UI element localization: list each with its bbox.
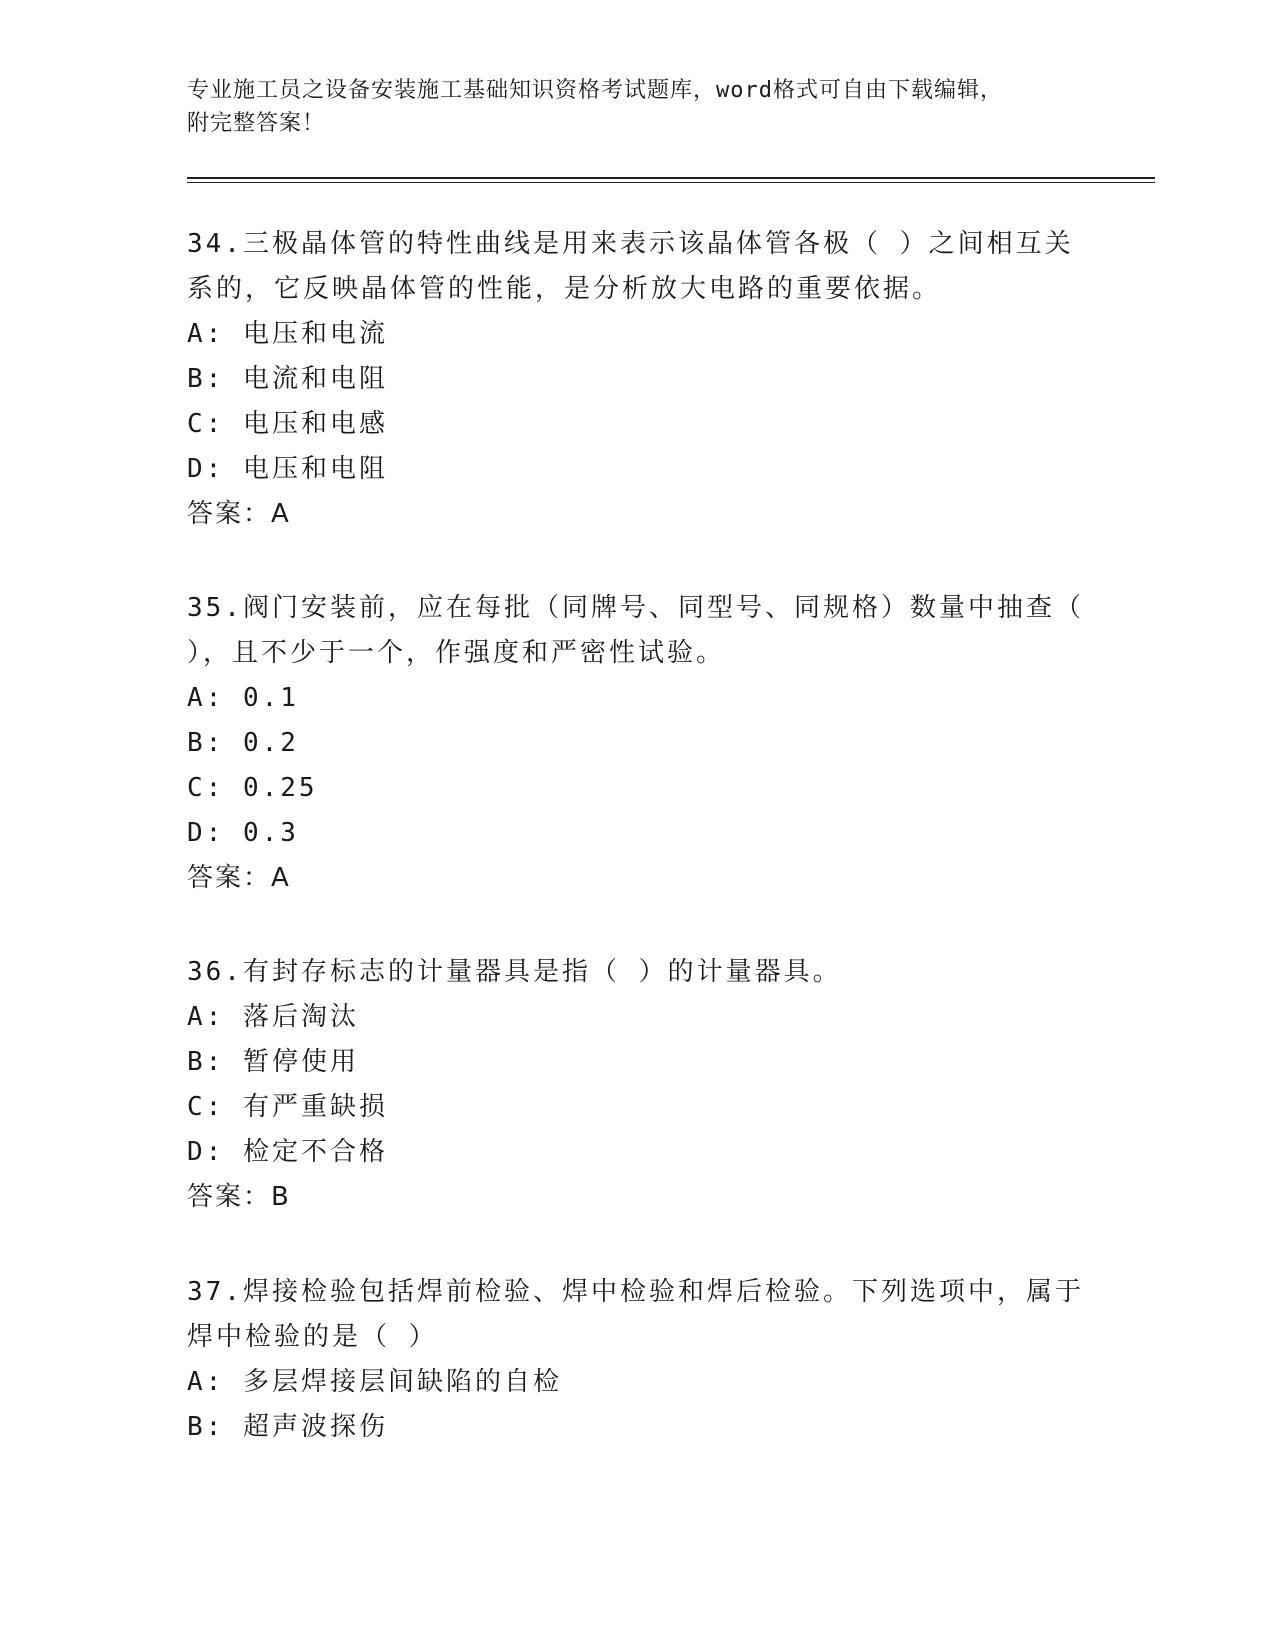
question-stem bbox=[187, 222, 1087, 312]
header-divider-thick bbox=[187, 177, 1155, 179]
option-b: B: 电流和电阻 bbox=[187, 364, 388, 394]
stem-line: 37.焊接检验包括焊前检验、焊中检验和焊后检验。下列选项中，属于 bbox=[187, 1277, 1084, 1307]
question-35 bbox=[187, 586, 1087, 901]
question-36 bbox=[187, 950, 1087, 1220]
stem-line: 34.三极晶体管的特性曲线是用来表示该晶体管各极（ ）之间相互关 bbox=[187, 229, 1074, 259]
stem-line: ），且不少于一个，作强度和严密性试验。 bbox=[187, 638, 726, 668]
option-c: C: 电压和电感 bbox=[187, 409, 388, 439]
answer: 答案：B bbox=[187, 1182, 291, 1212]
header-line-1: 专业施工员之设备安装施工基础知识资格考试题库，word格式可自由下载编辑， bbox=[187, 78, 1003, 103]
question-37 bbox=[187, 1270, 1087, 1450]
option-c: C: 0.25 bbox=[187, 773, 318, 803]
option-d: D: 检定不合格 bbox=[187, 1137, 388, 1167]
option-c: C: 有严重缺损 bbox=[187, 1092, 388, 1122]
option-d: D: 0.3 bbox=[187, 818, 299, 848]
option-a: A: 电压和电流 bbox=[187, 319, 388, 349]
question-stem bbox=[187, 586, 1087, 676]
header-line-2: 附完整答案！ bbox=[187, 111, 326, 136]
option-b: B: 超声波探伤 bbox=[187, 1412, 388, 1442]
header-divider-thin bbox=[187, 182, 1155, 183]
document-header bbox=[187, 74, 1087, 140]
option-b: B: 0.2 bbox=[187, 728, 299, 758]
option-d: D: 电压和电阻 bbox=[187, 454, 388, 484]
stem-line: 焊中检验的是（ ） bbox=[187, 1322, 438, 1352]
stem-line: 35.阀门安装前，应在每批（同牌号、同型号、同规格）数量中抽查（ bbox=[187, 593, 1084, 623]
answer: 答案：A bbox=[187, 499, 291, 529]
question-stem bbox=[187, 950, 1087, 995]
stem-line: 36.有封存标志的计量器具是指（ ）的计量器具。 bbox=[187, 957, 842, 987]
answer: 答案：A bbox=[187, 863, 291, 893]
option-a: A: 落后淘汰 bbox=[187, 1002, 359, 1032]
stem-line: 系的，它反映晶体管的性能，是分析放大电路的重要依据。 bbox=[187, 274, 942, 304]
question-stem bbox=[187, 1270, 1087, 1360]
question-34 bbox=[187, 222, 1087, 537]
option-a: A: 多层焊接层间缺陷的自检 bbox=[187, 1367, 562, 1397]
option-b: B: 暂停使用 bbox=[187, 1047, 359, 1077]
option-a: A: 0.1 bbox=[187, 683, 299, 713]
